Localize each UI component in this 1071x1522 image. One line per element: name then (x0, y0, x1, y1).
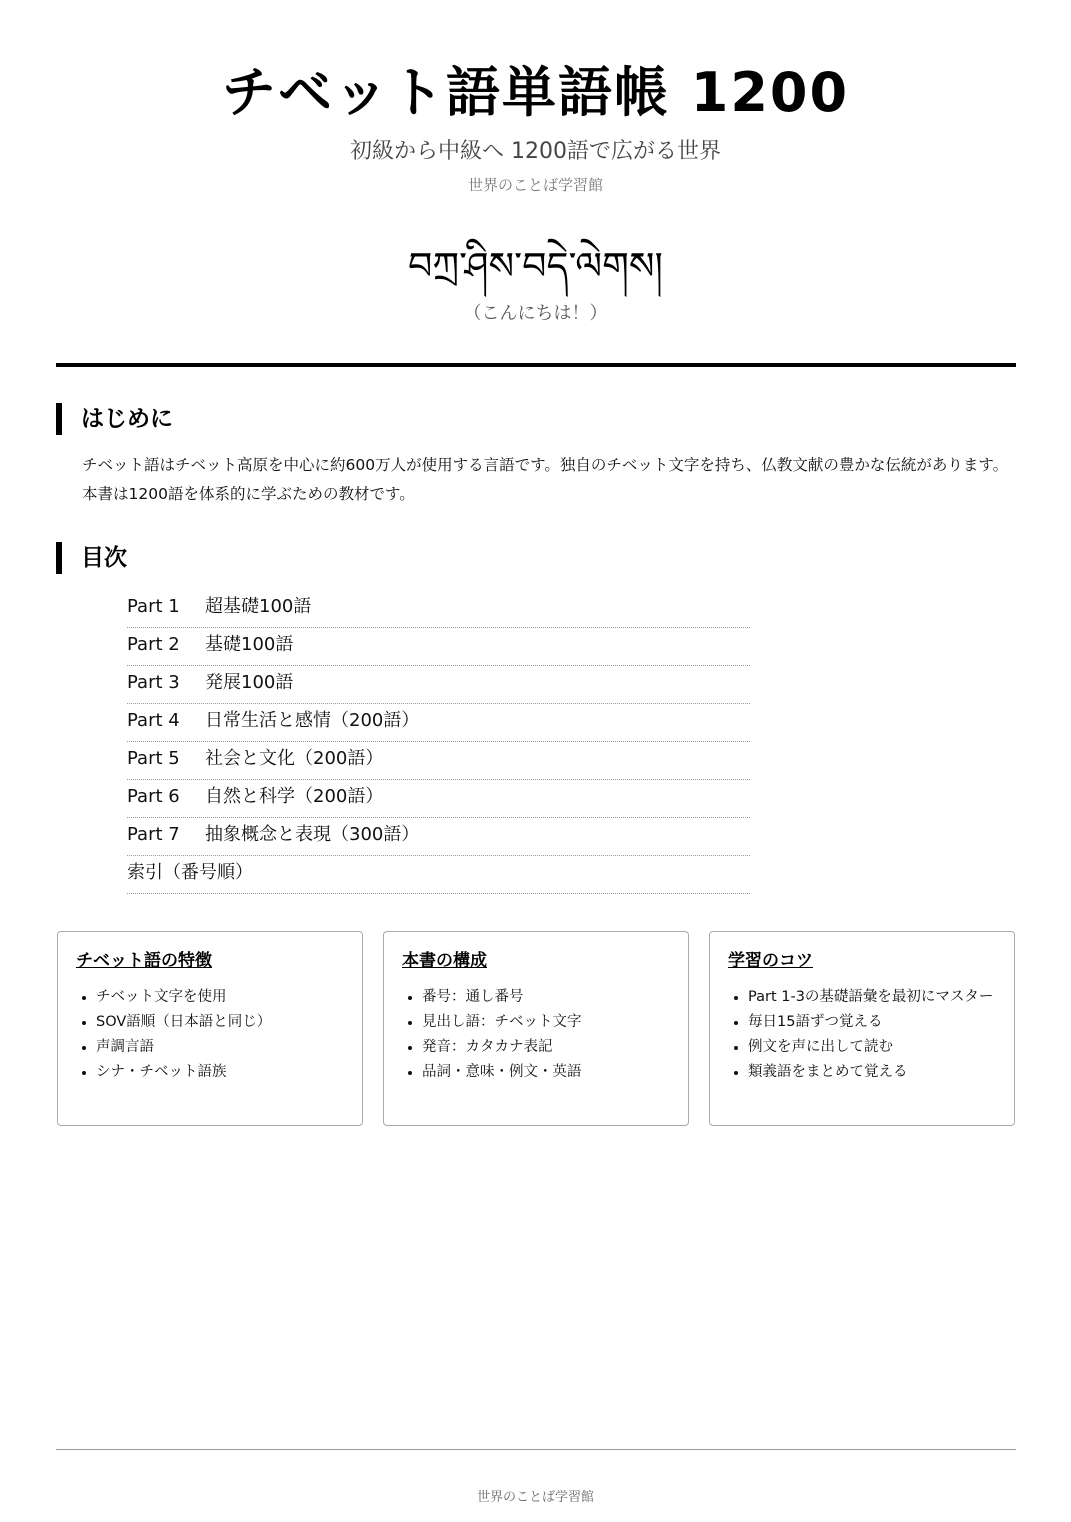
list-item: • 見出し語：チベット文字 (422, 1010, 670, 1035)
toc-item-label: 索引（番号順） (127, 862, 253, 883)
card-study-tips (709, 931, 1015, 1126)
toc-item-number: Part 2 (127, 634, 180, 655)
toc-item-index[interactable] (127, 856, 750, 894)
card-title: 学習のコツ (728, 951, 813, 971)
book-subtitle: 初級から中級へ 1200語で広がる世界 (350, 139, 721, 164)
toc-item-part-7[interactable] (127, 818, 750, 856)
publisher-name: 世界のことば学習館 (467, 176, 603, 194)
list-item: • 番号：通し番号 (422, 985, 670, 1010)
toc-item-part-5[interactable] (127, 742, 750, 780)
toc-item-label: 社会と文化（200語） (205, 748, 384, 769)
list-item: • 例文を声に出して読む (748, 1035, 996, 1060)
list-item: • 品詞・意味・例文・英語 (422, 1060, 670, 1085)
header-divider (56, 363, 1016, 367)
footer-divider (56, 1449, 1016, 1450)
toc-item-label: 超基礎100語 (205, 596, 312, 617)
intro-text: チベット語はチベット高原を中心に約600万人が使用する言語です。独自のチベット文字を持ち、仏教文献の豊かな伝統があります。本書は1200語を体系的に学ぶための教材です。 (82, 456, 1009, 503)
toc-item-number: Part 3 (127, 672, 180, 693)
toc-item-number: Part 7 (127, 824, 180, 845)
toc-item-label: 発展100語 (205, 672, 294, 693)
toc-item-part-1[interactable] (127, 590, 750, 628)
card-features (57, 931, 363, 1126)
footer-publisher: 世界のことば学習館 (476, 1490, 594, 1505)
list-item: • 毎日15語ずつ覚える (748, 1010, 996, 1035)
toc-item-part-6[interactable] (127, 780, 750, 818)
toc-item-label: 日常生活と感情（200語） (205, 710, 420, 731)
card-structure (383, 931, 689, 1126)
book-title: チベット語単語帳 1200 (221, 61, 850, 124)
toc-item-number: Part 6 (127, 786, 180, 807)
card-list (728, 985, 996, 1085)
card-title: 本書の構成 (402, 951, 487, 971)
list-item: • 類義語をまとめて覚える (748, 1060, 996, 1085)
list-item: • 声調言語 (96, 1035, 344, 1060)
toc-item-label: 自然と科学（200語） (205, 786, 384, 807)
toc-item-label: 抽象概念と表現（300語） (205, 824, 420, 845)
table-of-contents (127, 590, 750, 894)
toc-item-number: Part 5 (127, 748, 180, 769)
intro-heading: はじめに (56, 403, 173, 435)
card-title: チベット語の特徴 (76, 951, 212, 971)
toc-item-label: 基礎100語 (205, 634, 294, 655)
list-item: • SOV語順（日本語と同じ） (96, 1010, 344, 1035)
card-list (76, 985, 344, 1085)
list-item: • 発音：カタカナ表記 (422, 1035, 670, 1060)
tibetan-greeting: བཀྲ་ཤིས་བདེ་ལེགས། (408, 244, 663, 288)
toc-heading: 目次 (56, 542, 127, 574)
card-list (402, 985, 670, 1085)
toc-item-part-2[interactable] (127, 628, 750, 666)
list-item: • チベット文字を使用 (96, 985, 344, 1010)
toc-item-part-3[interactable] (127, 666, 750, 704)
list-item: • シナ・チベット語族 (96, 1060, 344, 1085)
toc-item-part-4[interactable] (127, 704, 750, 742)
list-item: • Part 1-3の基礎語彙を最初にマスター (748, 985, 996, 1010)
greeting-translation: （こんにちは！） (463, 303, 608, 324)
toc-item-number: Part 1 (127, 596, 180, 617)
toc-item-number: Part 4 (127, 710, 180, 731)
